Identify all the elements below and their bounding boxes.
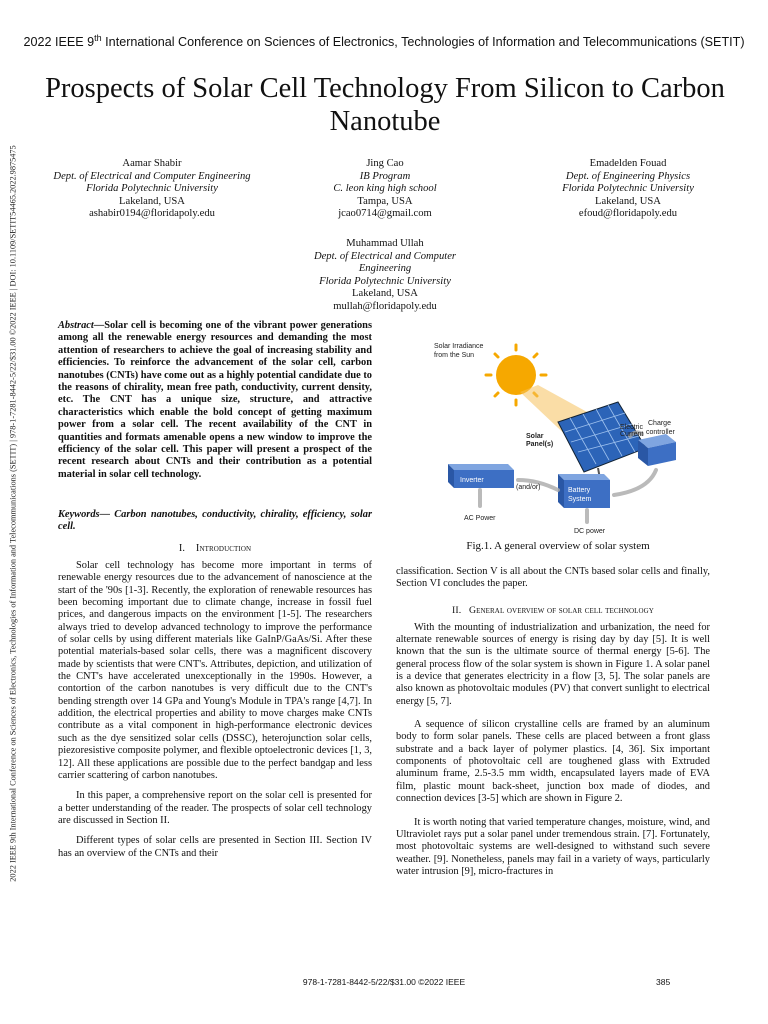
keywords-text: Carbon nanotubes, conductivity, chirality, efficiency, solar cell. bbox=[58, 509, 372, 533]
author-name: Emadelden Fouad bbox=[589, 158, 667, 169]
author-email: mullah@floridapoly.edu bbox=[333, 300, 437, 312]
left-column bbox=[58, 543, 372, 860]
author-city: Lakeland, USA bbox=[595, 195, 661, 207]
fig-label-ac: AC Power bbox=[464, 515, 496, 522]
right-column bbox=[396, 566, 710, 878]
author-org: Florida Polytechnic University bbox=[319, 275, 451, 287]
author-org: Florida Polytechnic University bbox=[562, 183, 694, 195]
keywords-label: Keywords— bbox=[58, 509, 110, 520]
paragraph-right-1: classification. Section V is all about the CNTs based solar cells and finally, Section VI concludes the paper. bbox=[396, 566, 710, 590]
paragraph-intro-1: Solar cell technology has become more important in terms of renewable energy resources due to the advancement of nanoscience at the start of the '90s [1-3]. Recently, the exploration of renewable resources has been becoming important due to climate change, increase in fossil fuel prices, and dangerous impacts on the environment [1-5]. The researchers always tried to develop advanced technology to improve the performance of solar cells by using different materials like GaInP/GaAs/Si. After these potential materials-based solar cells, there was a magnificent discovery made by scientists that were CNT's. Attributes, depiction, and utilization of the CNT's have accelerated unexceptionally in the 1990s. However, a contortion of the carbon nanotubes is very difficult due to the CNT's bending strength over 14 GPa and Young's Module in TPA's range [4,7]. In addition, the electrical properties and ability to move charges make CNTs contribute as a vital component in high-performance electronic devices such as the dye sensitized solar cells (DSSC), heterojunction solar cells, piezoresistive composite polymer, and flexible optoelectronic devices [1, 3, 12]. All these applications are possible due to the perfect bandgap and less carrier scattering of carbon nanotubes. bbox=[58, 560, 372, 781]
author-city: Lakeland, USA bbox=[119, 195, 185, 207]
author-email: ashabir0194@floridapoly.edu bbox=[89, 208, 215, 220]
fig-label-panel-1: Solar bbox=[526, 433, 544, 440]
paragraph-s2-3: It is worth noting that varied temperature changes, moisture, wind, and Ultraviolet rays put a solar panel under tremendous strain. [7]. Fortunately, most photovoltaic systems are well-designed to withstand such severe weather. [9]. Nonetheless, panels may fail in a variety of ways, particularly water intrusion [9], micro-fractures in bbox=[396, 816, 710, 877]
fig-label-irradiance-1: Solar Irradiance bbox=[434, 343, 484, 350]
section-heading-2: II. General overview of solar cell technology bbox=[452, 604, 654, 616]
fig-label-inverter: Inverter bbox=[460, 477, 484, 484]
fig-label-battery-2: System bbox=[568, 496, 592, 503]
copyright-footer: 978-1-7281-8442-5/22/$31.00 ©2022 IEEE bbox=[302, 977, 466, 987]
author-dept: Dept. of Engineering Physics bbox=[565, 170, 691, 182]
paragraph-intro-3: Different types of solar cells are presented in Section III. Section IV has an overview of the CNTs and their bbox=[58, 835, 372, 859]
fig-label-current-2: Current bbox=[620, 431, 644, 438]
author-name: Muhammad Ullah bbox=[346, 238, 424, 249]
fig-label-irradiance-2: from the Sun bbox=[434, 352, 475, 359]
author-org: C. leon king high school bbox=[333, 183, 437, 195]
figure-solar-system bbox=[398, 330, 718, 538]
author-dept: IB Program bbox=[359, 170, 411, 182]
author-dept: Dept. of Electrical and Computer Engineering bbox=[313, 250, 457, 275]
author-name: Aamar Shabir bbox=[122, 158, 182, 169]
author-name: Jing Cao bbox=[366, 158, 404, 169]
abstract bbox=[58, 320, 372, 481]
section-heading-intro: I. Introduction bbox=[178, 543, 252, 554]
paragraph-s2-1: With the mounting of industrialization and urbanization, the need for alternate renewable sources of energy is rising day by day [5]. It is well known that the sun is the ultimate source of thermal energy [5-6]. The general process flow of the solar system is shown in Figure 1. A solar panel is a device that generates electricity in a flow [3, 5]. The solar panels are also known as photovoltaic modules (PV) that convert sunlight to electrical energy [5, 7]. bbox=[396, 621, 710, 707]
abstract-text: —Solar cell is becoming one of the vibrant power generations among all the renewable energy resources and demanding the most attention of researchers to achieve the goal of increasing stability and efficiencies. To reinforce the advancement of the solar cell, carbon nanotubes (CNTs) have come out as a highly potential candidate due to the reasons of chirality, mean free path, conductivity, current density, etc. The CNT has a unique size, structure, and attractive characteristics which enable the bold concept of getting maximum power from a solar cell. The recent availability of the CNT in quantities and formats amenable opens a new window to improve the efficiency of the solar cell. This paper will present a prospect of the recent research about CNTs and their contribution as a potential material in solar cell technology. bbox=[58, 320, 372, 480]
author-block-4 bbox=[290, 238, 480, 314]
paragraph-intro-2: In this paper, a comprehensive report on the solar cell is presented for a better understanding of the reader. The prospects of solar cell technology are discussed in Section II. bbox=[58, 790, 372, 826]
inverter-icon bbox=[448, 464, 514, 488]
author-email: efoud@floridapoly.edu bbox=[578, 208, 678, 220]
author-block-1 bbox=[52, 158, 252, 221]
charge-controller-icon bbox=[638, 434, 676, 466]
author-email: jcao0714@gmail.com bbox=[338, 208, 432, 220]
fig-label-charge-1: Charge bbox=[648, 420, 671, 427]
paragraph-s2-2: A sequence of silicon crystalline cells are framed by an aluminum body to form solar panels. These cells are placed between a front glass substrate and a back layer of polymer plastics. [4, 36]. Six important components of photovoltaic cell are toughened glass with Extruded aluminum frame, 2.5-3.5 mm width, encapsulated layers made of EVA film, plastic mount back-sheet, junction box made of diodes, and connection devices [3-5] which are shown in Figure 2. bbox=[396, 719, 710, 805]
figure-1-caption: Fig.1. A general overview of solar system bbox=[466, 540, 650, 552]
fig-label-current-1: Electric bbox=[620, 424, 643, 431]
author-dept: Dept. of Electrical and Computer Engineering bbox=[53, 170, 251, 182]
fig-label-andor: (and/or) bbox=[516, 484, 541, 491]
fig-label-panel-2: Panel(s) bbox=[526, 441, 554, 448]
page-number: 385 bbox=[656, 977, 671, 987]
author-block-2 bbox=[290, 158, 480, 221]
conference-header: 2022 IEEE 9th International Conference on Sciences of Electronics, Technologies of Information and Telecommunications (SETIT) bbox=[23, 33, 745, 50]
fig-label-charge-2: controller bbox=[646, 429, 675, 436]
author-block-3 bbox=[528, 158, 728, 221]
author-city: Lakeland, USA bbox=[352, 288, 418, 300]
abstract-label: Abstract bbox=[58, 320, 94, 331]
author-city: Tampa, USA bbox=[357, 195, 413, 207]
doi-side-strip: 2022 IEEE 9th International Conference on Sciences of Electronics, Technologies of Information and Telecommunications (SETIT) | 978-1-7281-8442-5/22/$31.00 ©2022 IEEE | DOI: 10.1109/SETIT54465.2022.9875475 bbox=[8, 145, 18, 882]
paper-title: Prospects of Solar Cell Technology From Silicon to Carbon Nanotube bbox=[45, 73, 725, 137]
fig-label-dc: DC power bbox=[574, 528, 606, 535]
author-org: Florida Polytechnic University bbox=[86, 183, 218, 195]
fig-label-battery-1: Battery bbox=[568, 487, 591, 494]
keywords bbox=[58, 509, 372, 534]
